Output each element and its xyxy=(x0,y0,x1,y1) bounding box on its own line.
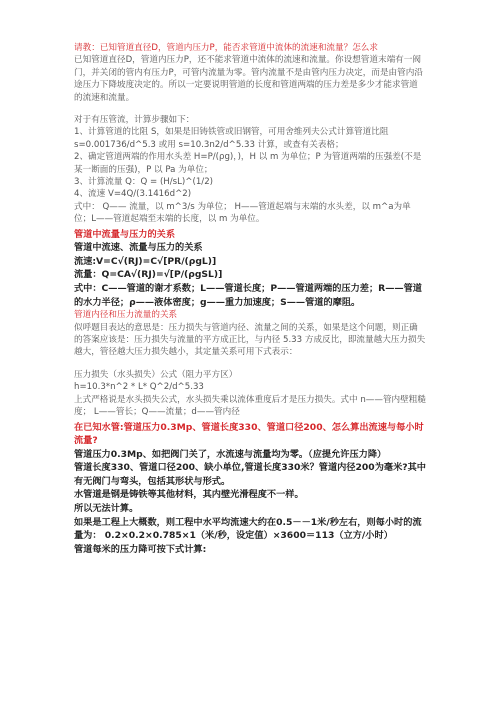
section1-legend: 式中：C——管道的谢才系数；L——管道长度；P——管道两端的压力差；R——管道的水力半径；ρ——液体密度；g——重力加速度；S——管道的摩阻。 xyxy=(74,283,422,308)
spacer xyxy=(74,104,426,114)
velocity-formula: 流速:V=C√(RJ)=C√[PR/(ρgL)] xyxy=(74,255,217,267)
formula-note: 上式严格说是水头损失公式，水头损失乘以流体重度后才是压力损失。式中 n——管内壁粗糙度； L——管长；Q——流量；d——管内径 xyxy=(74,394,426,418)
section1-subtitle: 管道中流速、流量与压力的关系 xyxy=(74,242,203,254)
formula-name: 压力损失（水头损失）公式（阻力平方区） xyxy=(74,369,238,380)
section1-title: 管道中流量与压力的关系 xyxy=(74,228,176,240)
answer-intro: 已知管道直径D，管道内压力P，还不能求管道中流体的流速和流量。你设想管道末端有一阀门，并关闭的管内有压力P，可管内流量为零。管内流量不是由管内压力决定，而是由管内沿途压力下降坡度决定的。所以一定要说明管道的长度和管道两端的压力差是多少才能求管道的流速和流量。 xyxy=(74,55,423,103)
head-loss-formula: h=10.3*n^2 * L* Q^2/d^5.33 xyxy=(74,382,204,393)
step-4: 4、流速 V=4Q/(3.1416d^2) xyxy=(74,189,192,200)
section3-line-2: 管道长度330、管道口径200、缺小单位,管道长度330米？管道内径200为毫米?其中有无阀门与弯头，包括其形状与形式。 xyxy=(74,462,426,487)
flow-formula: 流量：Q=CA√(RJ)=√[P/(ρgSL)] xyxy=(74,269,223,281)
section3-line-5: 如果是工程上大概数，则工程中水平均流速大约在0.5－－1米/秒左右，则每小时的流量为： 0.2×0.2×0.785×1（米/秒，设定值）×3600＝113（立方/小时） xyxy=(74,516,422,542)
step-legend: 式中： Q—— 流量，以 m^3/s 为单位； H——管道起端与末端的水头差，以 m^a为单位；L——管道起端至末端的长度，以 m 为单位。 xyxy=(74,201,411,225)
step-2: 2、确定管道两端的作用水头差 H=P/(ρg)，)，H 以 m 为单位；P 为管道两端的压强差(不是某一断面的压强)，P 以 Pa 为单位； xyxy=(74,152,422,175)
document-content xyxy=(74,42,426,556)
section3-question: 在已知水管:管道压力0.3Mp、管道长度330、管道口径200、怎么算出流速与每小时流量? xyxy=(74,421,424,447)
section3-line-4: 所以无法计算。 xyxy=(74,503,139,515)
step-3: 3、计算流量 Q：Q = (H/sL)^(1/2) xyxy=(74,177,214,188)
section3-line-1: 管道压力0.3Mp、如把阀门关了，水流速与流量均为零。（应提允许压力降） xyxy=(74,448,387,460)
section2-para: 似呼题目表达的意思是：压力损失与管道内径、流量之间的关系，如果是这个问题，则正确的答案应该是：压力损失与流量的平方成正比，与内径 5.33 方成反比，即流量越大压力损失越大，管径越大压力损失越小，其定量关系可用下式表示： xyxy=(74,322,426,358)
spacer xyxy=(74,359,426,369)
section2-title: 管道内径和压力流量的关系 xyxy=(74,310,178,321)
step-1: 1、计算管道的比阻 S，如果是旧铸铁管或旧钢管，可用舍维列夫公式计算管道比阻 s=0.001736/d^5.3 或用 s=10.3n2/d^5.33 计算，或查有关表格； xyxy=(74,127,389,150)
steps-intro: 对于有压管流，计算步骤如下： xyxy=(74,115,195,126)
question-title: 请教：已知管道直径D，管道内压力P，能否求管道中流体的流速和流量？怎么求 xyxy=(74,43,378,53)
section3-line-6: 管道每米的压力降可按下式计算: xyxy=(74,543,207,555)
section3-line-3: 水管道是钢是铸铁等其他材料，其内壁光滑程度不一样。 xyxy=(74,489,304,501)
